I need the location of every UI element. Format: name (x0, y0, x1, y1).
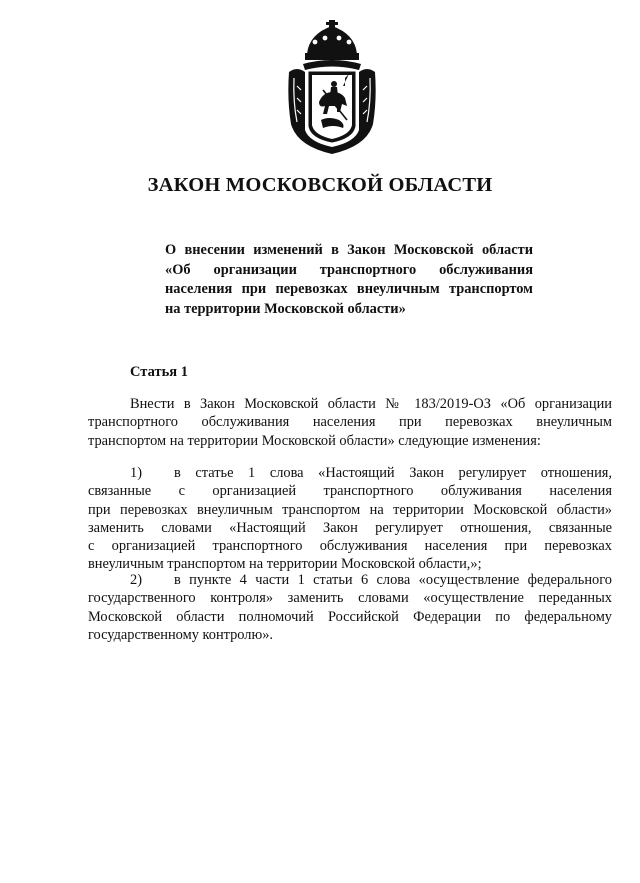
paragraph-line: государственному контролю». (88, 626, 274, 643)
subject-line: населения при перевозках внеуличным транспортом (165, 281, 533, 297)
item-text: в статье 1 слова «Настоящий Закон регулирует отношения, (174, 465, 612, 481)
law-subject (165, 241, 533, 319)
item-first-line (88, 464, 612, 482)
subject-line: О внесении изменений в Закон Московской области (165, 242, 533, 258)
article-heading: Статья 1 (130, 364, 188, 380)
paragraph-line: транспортом на территории Московской области» следующие изменения: (88, 432, 541, 449)
paragraph-line: с организацией транспортного обслуживания населения при перевозках (88, 538, 612, 555)
list-item (88, 571, 612, 644)
subject-line: «Об организации транспортного обслуживания (165, 261, 533, 278)
item-number: 2) (130, 572, 142, 588)
paragraph-line: Московской области полномочий Российской Федерации по федеральному (88, 608, 612, 625)
item-number: 1) (130, 465, 142, 481)
paragraph-line: государственного контроля» заменить словами «осуществление переданных (88, 590, 612, 607)
law-title: ЗАКОН МОСКОВСКОЙ ОБЛАСТИ (147, 174, 493, 196)
item-first-line (88, 571, 612, 589)
paragraph-line: Внести в Закон Московской области № 183/2019-ОЗ «Об организации (130, 396, 612, 412)
intro-paragraph (88, 395, 612, 450)
list-item (88, 464, 612, 574)
paragraph-line: транспортного обслуживания населения при перевозках внеуличным (88, 414, 612, 431)
moscow-oblast-coat-of-arms-icon (285, 20, 379, 158)
paragraph-line: связанные с организацией транспортного облуживания населения (88, 483, 612, 500)
subject-line: на территории Московской области» (165, 300, 406, 317)
paragraph-line: внеуличным транспортом на территории Московской области,»; (88, 556, 482, 573)
item-text: в пункте 4 части 1 статьи 6 слова «осуществление федерального (174, 572, 612, 588)
paragraph-line: заменить словами «Настоящий Закон регулирует отношения, связанные (88, 519, 612, 536)
paragraph-line: при перевозках внеуличным транспортом на территории Московской области» (88, 501, 612, 518)
